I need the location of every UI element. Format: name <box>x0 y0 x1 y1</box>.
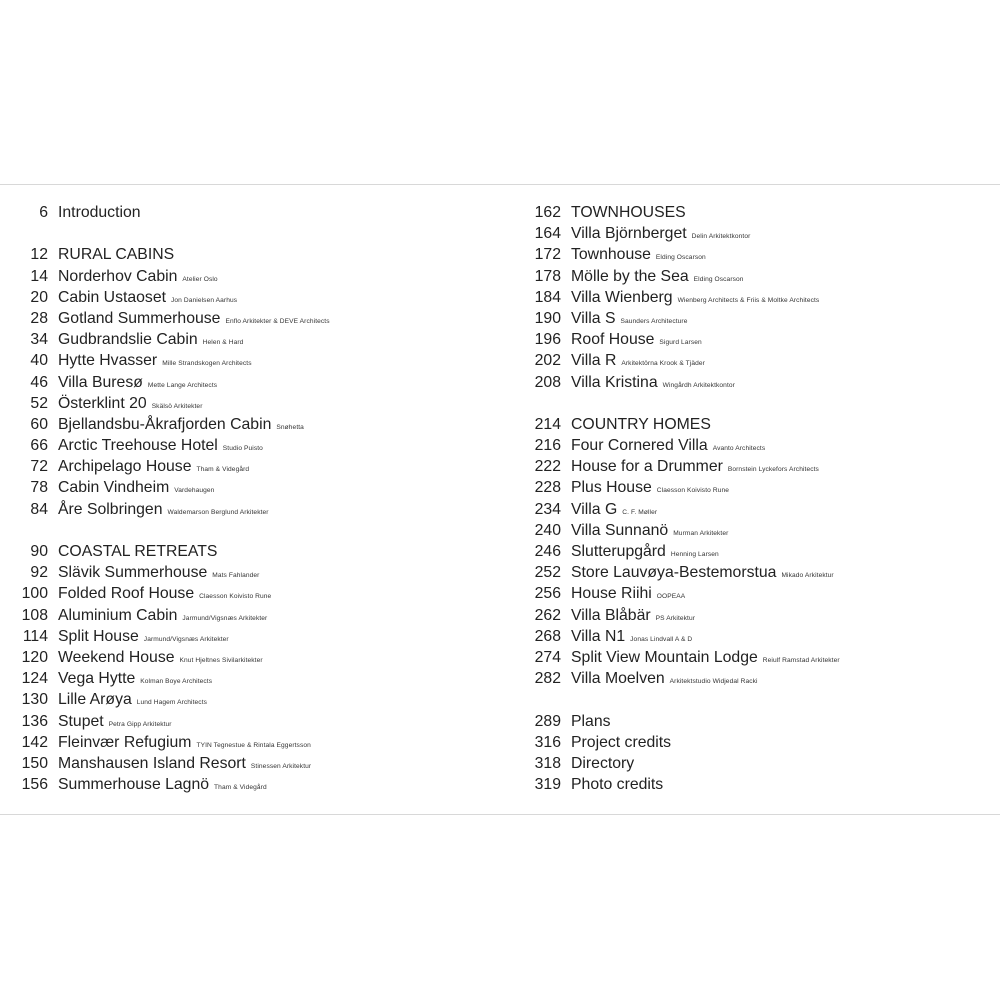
toc-page-number: 46 <box>30 373 48 391</box>
toc-page-number: 28 <box>30 309 48 327</box>
toc-page-number: 142 <box>21 733 48 751</box>
toc-entry[interactable] <box>20 668 490 689</box>
toc-architect-credit: Mikado Arkitektur <box>781 572 834 580</box>
toc-title: House for a Drummer <box>571 458 723 476</box>
toc-architect-credit: Wingårdh Arkitektkontor <box>662 381 735 389</box>
toc-page-number: 164 <box>534 225 561 243</box>
section-heading-coastal-retreats[interactable] <box>20 541 490 562</box>
toc-title: Villa R <box>571 352 617 370</box>
toc-architect-credit: Petra Gipp Arkitektur <box>108 720 172 728</box>
toc-page-number: 222 <box>534 458 561 476</box>
toc-page-number: 214 <box>534 415 561 433</box>
contents-column-right <box>529 202 989 795</box>
toc-page-number: 162 <box>534 204 561 221</box>
toc-title: Mölle by the Sea <box>571 267 689 285</box>
toc-title: Folded Roof House <box>58 585 195 603</box>
toc-entry[interactable] <box>529 308 989 329</box>
section-gap <box>529 393 989 414</box>
toc-title: Split House <box>58 627 139 645</box>
toc-page-number: 60 <box>30 415 48 433</box>
toc-page-number: 66 <box>30 437 48 455</box>
toc-entry[interactable] <box>20 308 490 329</box>
toc-architect-credit: Tham & Videgård <box>214 784 267 792</box>
section-title: RURAL CABINS <box>58 246 175 264</box>
toc-entry[interactable] <box>20 562 490 583</box>
toc-entry[interactable] <box>20 647 490 668</box>
toc-title: Plus House <box>571 479 652 497</box>
toc-page-number: 100 <box>21 585 48 603</box>
toc-page-number: 14 <box>30 267 48 285</box>
toc-page-number: 178 <box>534 267 561 285</box>
toc-entry[interactable] <box>529 520 989 541</box>
toc-entry[interactable] <box>529 583 989 604</box>
toc-title: Villa Buresø <box>58 373 143 391</box>
toc-page-number: 234 <box>534 500 561 518</box>
toc-entry[interactable] <box>20 626 490 647</box>
coastal-retreats-list <box>20 562 490 795</box>
toc-page-number: 6 <box>39 204 48 221</box>
toc-title: Gudbrandslie Cabin <box>58 331 198 349</box>
toc-architect-credit: Bornstein Lyckefors Architects <box>727 466 819 474</box>
toc-title: Slutterupgård <box>571 543 666 560</box>
toc-architect-credit: Jon Danielsen Aarhus <box>171 296 238 304</box>
toc-title: Villa Sunnanö <box>571 521 669 539</box>
toc-architect-credit: Arkitektörna Krook & Tjäder <box>621 360 705 368</box>
toc-architect-credit: Mats Fahlander <box>212 572 260 580</box>
section-heading-country-homes[interactable] <box>529 414 989 435</box>
table-of-contents-spread <box>0 184 1000 815</box>
toc-title: Cabin Ustaoset <box>58 288 167 306</box>
toc-architect-credit: Skälsö Arkitekter <box>151 402 203 410</box>
toc-entry[interactable] <box>529 732 989 753</box>
toc-architect-credit: TYIN Tegnestue & Rintala Eggertsson <box>196 741 311 749</box>
toc-entry[interactable] <box>529 647 989 668</box>
toc-title: Project credits <box>571 733 672 751</box>
toc-title: Villa S <box>571 309 616 327</box>
toc-title: Archipelago House <box>58 458 192 476</box>
toc-architect-credit: Delin Arkitektkontor <box>691 233 751 241</box>
toc-entry[interactable] <box>20 774 490 795</box>
toc-architect-credit: OOPEAA <box>656 593 686 601</box>
toc-architect-credit: Jarmund/Vigsnæs Arkitekter <box>143 635 229 643</box>
toc-entry[interactable] <box>529 223 989 244</box>
toc-title: Villa Kristina <box>571 373 658 391</box>
toc-title: Cabin Vindheim <box>58 479 170 497</box>
toc-entry[interactable] <box>20 435 490 456</box>
section-heading-townhouses[interactable] <box>529 202 989 223</box>
toc-title: Store Lauvøya-Bestemorstua <box>571 564 777 582</box>
toc-title: Villa Björnberget <box>571 225 687 243</box>
toc-title: Lille Arøya <box>58 691 132 709</box>
toc-architect-credit: Studio Puisto <box>222 445 263 453</box>
toc-title: Townhouse <box>571 246 651 264</box>
toc-title: Arctic Treehouse Hotel <box>58 437 218 455</box>
toc-page-number: 256 <box>534 585 561 603</box>
toc-title: Åre Solbringen <box>58 500 163 518</box>
toc-page-number: 52 <box>30 394 48 412</box>
toc-entry[interactable] <box>529 499 989 520</box>
toc-entry[interactable] <box>20 287 490 308</box>
contents-column-left <box>20 202 490 795</box>
toc-page-number: 124 <box>21 670 48 688</box>
toc-architect-credit: Murman Arkitekter <box>673 529 729 537</box>
toc-entry[interactable] <box>20 499 490 520</box>
section-gap <box>529 689 989 710</box>
toc-page-number: 90 <box>30 543 48 560</box>
toc-title: Villa G <box>571 500 618 518</box>
toc-title: Norderhov Cabin <box>58 267 178 285</box>
toc-title: Gotland Summerhouse <box>58 309 221 327</box>
toc-title: Bjellandsbu-Åkrafjorden Cabin <box>58 415 272 433</box>
toc-entry[interactable] <box>20 689 490 710</box>
toc-page-number: 92 <box>30 564 48 582</box>
toc-architect-credit: Tham & Videgård <box>196 466 250 474</box>
toc-title: Roof House <box>571 331 655 349</box>
toc-title: Villa N1 <box>571 627 626 645</box>
toc-page-number: 216 <box>534 437 561 455</box>
toc-page-number: 289 <box>534 712 561 730</box>
toc-entry[interactable] <box>20 350 490 371</box>
toc-architect-credit: Elding Oscarson <box>655 254 706 262</box>
toc-architect-credit: Snøhetta <box>276 423 304 431</box>
toc-architect-credit: Jonas Lindvall A & D <box>630 635 693 643</box>
toc-title: Villa Blåbär <box>571 606 651 624</box>
toc-title: Directory <box>571 754 635 772</box>
toc-page-number: 184 <box>534 288 561 306</box>
toc-entry[interactable] <box>20 732 490 753</box>
section-title: COASTAL RETREATS <box>58 543 218 560</box>
toc-page-number: 318 <box>534 754 561 772</box>
toc-page-number: 136 <box>21 712 48 730</box>
toc-title: Hytte Hvasser <box>58 352 158 370</box>
toc-entry[interactable] <box>20 393 490 414</box>
toc-architect-credit: Henning Larsen <box>670 551 719 558</box>
toc-page-number: 319 <box>534 776 561 794</box>
toc-page-number: 262 <box>534 606 561 624</box>
toc-title: Vega Hytte <box>58 670 136 688</box>
toc-title: Fleinvær Refugium <box>58 733 192 751</box>
toc-page-number: 20 <box>30 288 48 306</box>
toc-page-number: 316 <box>534 733 561 751</box>
toc-architect-credit: Jarmund/Vigsnæs Arkitekter <box>182 614 268 622</box>
toc-page-number: 12 <box>30 246 48 264</box>
toc-entry[interactable] <box>20 266 490 287</box>
toc-title: Manshausen Island Resort <box>58 754 246 772</box>
section-gap <box>20 520 490 541</box>
toc-page-number: 196 <box>534 331 561 349</box>
section-title: TOWNHOUSES <box>571 204 686 221</box>
toc-entry-introduction[interactable] <box>20 202 490 223</box>
toc-entry[interactable] <box>529 350 989 371</box>
toc-title: Split View Mountain Lodge <box>571 648 758 666</box>
toc-architect-credit: Arkitektstudio Widjedal Racki <box>669 678 758 686</box>
toc-entry[interactable] <box>20 329 490 350</box>
toc-title: Aluminium Cabin <box>58 606 178 624</box>
toc-architect-credit: Waldemarson Berglund Arkitekter <box>167 508 269 516</box>
toc-title: Stupet <box>58 712 104 730</box>
toc-title: Four Cornered Villa <box>571 437 708 455</box>
toc-architect-credit: Kolman Boye Architects <box>140 678 213 686</box>
toc-page-number: 282 <box>534 670 561 688</box>
toc-page-number: 120 <box>21 648 48 666</box>
toc-entry[interactable] <box>529 626 989 647</box>
toc-entry[interactable] <box>529 774 989 795</box>
toc-entry[interactable] <box>529 668 989 689</box>
toc-page-number: 156 <box>21 776 48 794</box>
toc-entry[interactable] <box>529 435 989 456</box>
toc-entry[interactable] <box>20 753 490 774</box>
toc-entry[interactable] <box>20 372 490 393</box>
toc-architect-credit: PS Arkitektur <box>655 614 696 622</box>
toc-architect-credit: Lund Hagem Architects <box>136 699 208 707</box>
section-gap <box>20 223 490 244</box>
section-title: COUNTRY HOMES <box>571 415 711 433</box>
toc-page-number: 130 <box>21 691 48 709</box>
toc-architect-credit: Atelier Oslo <box>182 275 218 283</box>
toc-architect-credit: Mette Lange Architects <box>147 381 218 389</box>
toc-page-number: 274 <box>534 648 561 666</box>
toc-entry[interactable] <box>529 605 989 626</box>
toc-entry[interactable] <box>20 477 490 498</box>
toc-architect-credit: Elding Oscarson <box>693 275 744 283</box>
toc-page-number: 268 <box>534 627 561 645</box>
toc-page-number: 202 <box>534 352 561 370</box>
toc-architect-credit: Wienberg Architects & Friis & Moltke Architects <box>677 296 820 304</box>
toc-entry[interactable] <box>20 456 490 477</box>
toc-entry[interactable] <box>529 372 989 393</box>
toc-architect-credit: Stinessen Arkitektur <box>250 762 312 770</box>
toc-page-number: 150 <box>21 754 48 772</box>
toc-page-number: 84 <box>30 500 48 518</box>
toc-architect-credit: Claesson Koivisto Rune <box>199 593 272 601</box>
toc-title: Plans <box>571 712 611 730</box>
toc-page-number: 72 <box>30 458 48 476</box>
toc-page-number: 208 <box>534 373 561 391</box>
toc-architect-credit: Helen & Hard <box>202 339 244 347</box>
toc-entry[interactable] <box>529 329 989 350</box>
toc-entry[interactable] <box>529 244 989 265</box>
toc-architect-credit: Mille Strandskogen Architects <box>162 360 252 368</box>
toc-architect-credit: Enflo Arkitekter & DEVE Architects <box>225 317 330 325</box>
toc-title: Österklint 20 <box>58 394 147 412</box>
toc-entry[interactable] <box>529 266 989 287</box>
toc-title: Villa Wienberg <box>571 288 673 306</box>
toc-title: House Riihi <box>571 585 652 603</box>
toc-entry[interactable] <box>529 287 989 308</box>
back-matter-list <box>529 711 989 796</box>
townhouses-list <box>529 223 989 393</box>
toc-architect-credit: Vardehaugen <box>174 487 215 495</box>
toc-entry[interactable] <box>529 753 989 774</box>
toc-architect-credit: Claesson Koivisto Rune <box>656 487 730 495</box>
toc-page-number: 78 <box>30 479 48 497</box>
toc-architect-credit: Knut Hjeltnes Sivilarkitekter <box>179 656 263 664</box>
toc-entry[interactable] <box>20 605 490 626</box>
toc-entry[interactable] <box>20 583 490 604</box>
toc-title: Summerhouse Lagnö <box>58 776 210 794</box>
toc-entry[interactable] <box>529 711 989 732</box>
toc-page-number: 252 <box>534 564 561 582</box>
rural-cabins-list <box>20 266 490 520</box>
toc-entry[interactable] <box>20 711 490 732</box>
toc-title: Photo credits <box>571 776 664 794</box>
toc-architect-credit: C. F. Møller <box>622 508 658 516</box>
toc-page-number: 108 <box>21 606 48 624</box>
toc-architect-credit: Sigurd Larsen <box>659 339 702 347</box>
toc-page-number: 240 <box>534 521 561 539</box>
toc-page-number: 190 <box>534 309 561 327</box>
toc-entry[interactable] <box>529 541 989 562</box>
section-heading-rural-cabins[interactable] <box>20 244 490 265</box>
toc-architect-credit: Avanto Architects <box>712 445 766 453</box>
toc-page-number: 114 <box>22 627 48 645</box>
toc-page-number: 246 <box>534 543 561 560</box>
toc-entry[interactable] <box>529 477 989 498</box>
toc-architect-credit: Reiulf Ramstad Arkitekter <box>762 656 840 664</box>
toc-entry[interactable] <box>20 414 490 435</box>
toc-page-number: 34 <box>30 331 48 349</box>
country-homes-list <box>529 435 989 689</box>
toc-title: Weekend House <box>58 648 175 666</box>
toc-page-number: 40 <box>30 352 48 370</box>
toc-entry[interactable] <box>529 456 989 477</box>
toc-page-number: 228 <box>534 479 561 497</box>
toc-entry[interactable] <box>529 562 989 583</box>
toc-page-number: 172 <box>534 246 561 264</box>
toc-title: Introduction <box>58 204 141 221</box>
toc-title: Slävik Summerhouse <box>58 564 208 582</box>
toc-title: Villa Moelven <box>571 670 665 688</box>
toc-architect-credit: Saunders Architecture <box>620 317 688 325</box>
